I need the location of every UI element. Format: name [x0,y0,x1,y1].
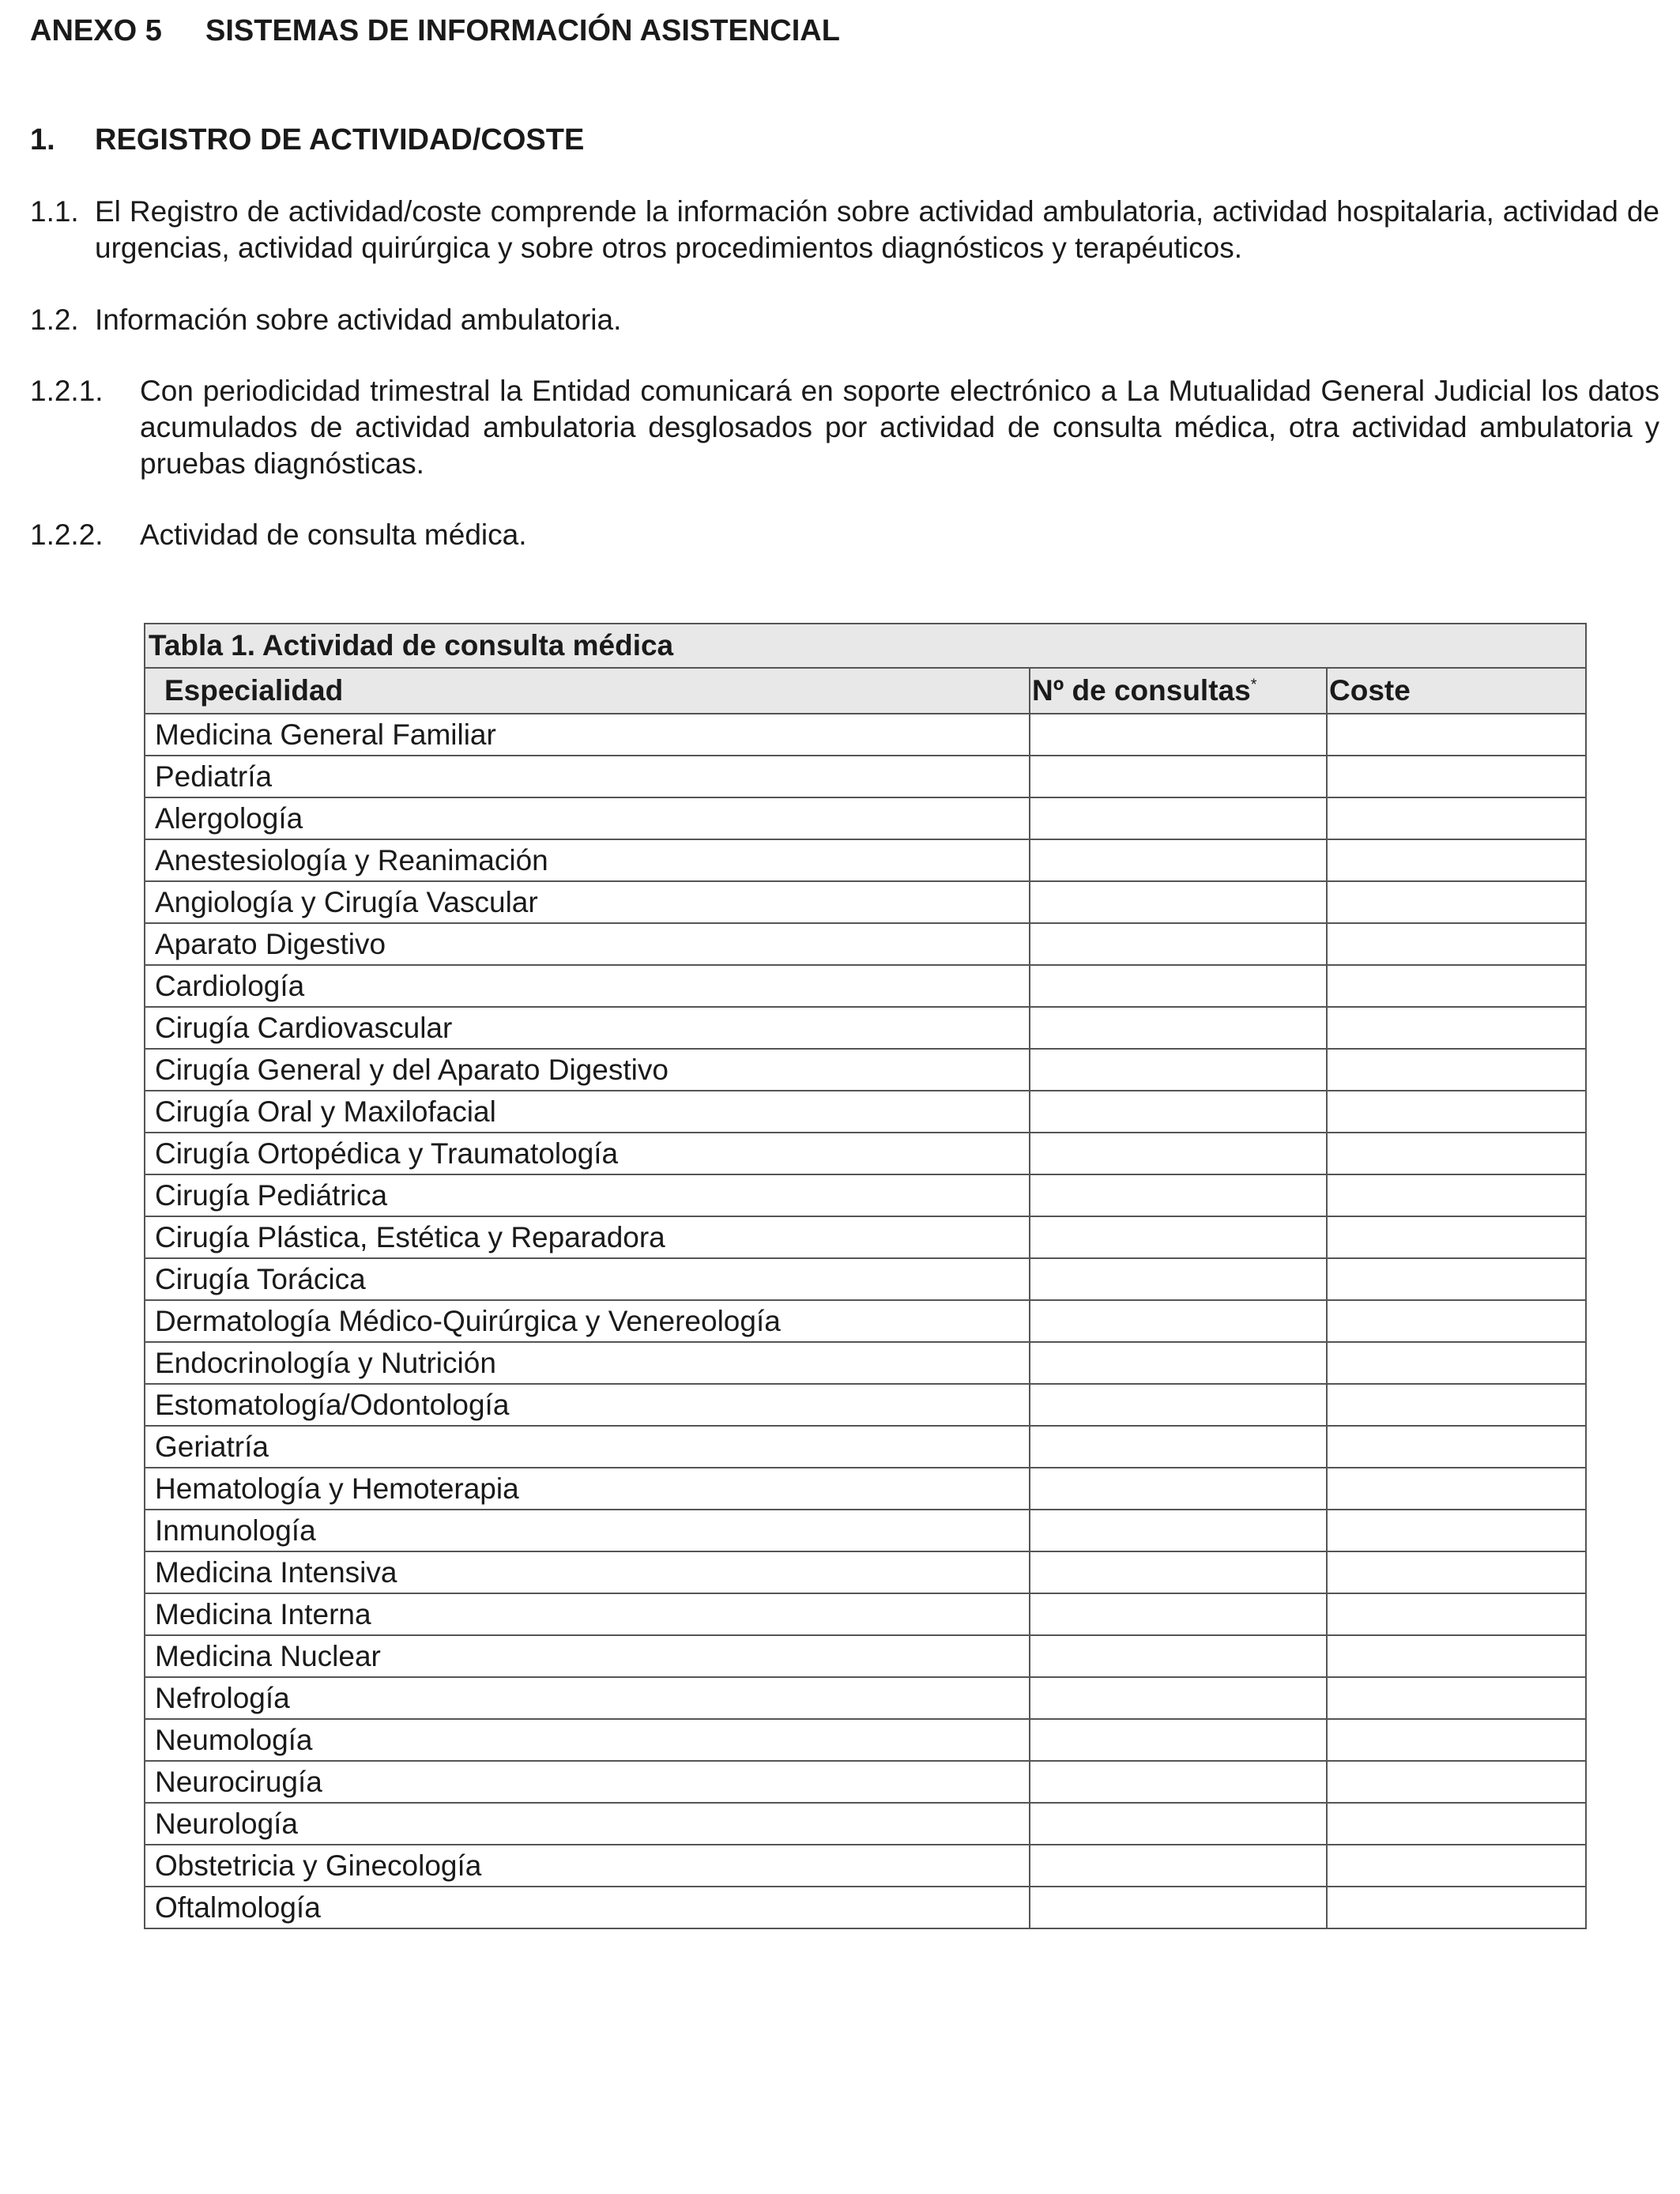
cost-cell [1327,839,1586,881]
cost-cell [1327,1216,1586,1258]
consultations-cell [1030,797,1327,839]
specialty-cell: Cirugía Plástica, Estética y Reparadora [145,1216,1030,1258]
paragraph-number: 1.1. [30,195,79,228]
header-specialty: Especialidad [145,668,1030,714]
table-row [145,881,1586,923]
specialty-cell: Medicina Nuclear [145,1635,1030,1677]
table-row [145,1635,1586,1677]
table-row [145,1677,1586,1719]
consultations-cell [1030,714,1327,756]
specialty-cell: Dermatología Médico-Quirúrgica y Venereología [145,1300,1030,1342]
paragraph-1-2 [30,302,1659,338]
table-header-row [145,668,1586,714]
footnote-marker: * [1250,676,1257,694]
cost-cell [1327,1468,1586,1510]
specialty-cell: Anestesiología y Reanimación [145,839,1030,881]
consultations-cell [1030,1593,1327,1635]
table-row [145,1761,1586,1803]
section-title: REGISTRO DE ACTIVIDAD/COSTE [95,123,585,156]
table-row [145,1426,1586,1468]
consultations-cell [1030,1845,1327,1887]
cost-cell [1327,1300,1586,1342]
header-cost: Coste [1327,668,1586,714]
specialty-cell: Medicina Intensiva [145,1551,1030,1593]
table-row [145,1719,1586,1761]
annex-title: SISTEMAS DE INFORMACIÓN ASISTENCIAL [205,14,840,47]
paragraph-number: 1.2. [30,303,79,336]
cost-cell [1327,1803,1586,1845]
cost-cell [1327,1593,1586,1635]
table-row [145,1300,1586,1342]
table-row [145,1174,1586,1216]
specialty-cell: Cirugía Ortopédica y Traumatología [145,1133,1030,1174]
consultations-cell [1030,756,1327,797]
cost-cell [1327,1174,1586,1216]
consultations-cell [1030,1174,1327,1216]
annex-number: ANEXO 5 [30,14,162,47]
specialty-cell: Neurocirugía [145,1761,1030,1803]
consultations-cell [1030,1216,1327,1258]
consultations-cell [1030,1342,1327,1384]
table-row [145,923,1586,965]
consultations-cell [1030,1049,1327,1091]
header-consultations-label: Nº de consultas [1032,674,1251,707]
cost-cell [1327,1887,1586,1928]
table-row [145,1887,1586,1928]
table-row [145,1468,1586,1510]
specialty-cell: Hematología y Hemoterapia [145,1468,1030,1510]
paragraph-text: Con periodicidad trimestral la Entidad comunicará en soporte electrónico a La Mutualidad General Judicial los datos acumulados de actividad ambulatoria desglosados por actividad de consulta médica, otra actividad ambulatoria y pruebas diagnósticas. [140,375,1659,480]
table-row [145,1049,1586,1091]
specialty-cell: Obstetricia y Ginecología [145,1845,1030,1887]
paragraph-text: El Registro de actividad/coste comprende la información sobre actividad ambulatoria, actividad hospitalaria, actividad de urgencias, actividad quirúrgica y sobre otros procedimientos diagnósticos y terapéuticos. [95,195,1659,264]
paragraph-1-2-1 [30,373,1659,482]
cost-cell [1327,1510,1586,1551]
consultations-cell [1030,1133,1327,1174]
specialty-cell: Neurología [145,1803,1030,1845]
paragraph-1-1 [30,194,1659,266]
consultations-cell [1030,1635,1327,1677]
cost-cell [1327,1091,1586,1133]
paragraph-number: 1.2.1. [30,375,104,407]
specialty-cell: Inmunología [145,1510,1030,1551]
specialty-cell: Pediatría [145,756,1030,797]
consultations-cell [1030,1007,1327,1049]
cost-cell [1327,1049,1586,1091]
specialty-cell: Cirugía General y del Aparato Digestivo [145,1049,1030,1091]
specialty-cell: Neumología [145,1719,1030,1761]
table-body [145,714,1586,1928]
consultations-cell [1030,965,1327,1007]
table-row [145,1091,1586,1133]
table-caption-row [145,624,1586,668]
specialty-cell: Endocrinología y Nutrición [145,1342,1030,1384]
cost-cell [1327,1761,1586,1803]
table-row [145,1845,1586,1887]
paragraph-1-2-2 [30,517,1659,553]
cost-cell [1327,1133,1586,1174]
consultations-cell [1030,923,1327,965]
table-row [145,1551,1586,1593]
specialty-cell: Medicina Interna [145,1593,1030,1635]
cost-cell [1327,1551,1586,1593]
consultations-cell [1030,1510,1327,1551]
consultations-cell [1030,881,1327,923]
cost-cell [1327,1426,1586,1468]
consultation-activity-table [144,623,1587,1929]
table-row [145,839,1586,881]
cost-cell [1327,756,1586,797]
cost-cell [1327,965,1586,1007]
specialty-cell: Cardiología [145,965,1030,1007]
specialty-cell: Cirugía Oral y Maxilofacial [145,1091,1030,1133]
consultations-cell [1030,1468,1327,1510]
cost-cell [1327,797,1586,839]
table-row [145,1258,1586,1300]
section-number: 1. [30,123,55,156]
consultations-cell [1030,1551,1327,1593]
cost-cell [1327,1677,1586,1719]
consultations-cell [1030,1677,1327,1719]
specialty-cell: Alergología [145,797,1030,839]
cost-cell [1327,1384,1586,1426]
header-consultations [1030,668,1327,714]
table-row [145,1803,1586,1845]
cost-cell [1327,1845,1586,1887]
table-row [145,965,1586,1007]
cost-cell [1327,714,1586,756]
specialty-cell: Nefrología [145,1677,1030,1719]
paragraph-number: 1.2.2. [30,518,104,551]
table-row [145,1593,1586,1635]
specialty-cell: Geriatría [145,1426,1030,1468]
cost-cell [1327,1258,1586,1300]
specialty-cell: Cirugía Cardiovascular [145,1007,1030,1049]
paragraph-text: Información sobre actividad ambulatoria. [95,303,622,336]
consultations-cell [1030,1719,1327,1761]
consultations-cell [1030,1803,1327,1845]
specialty-cell: Oftalmología [145,1887,1030,1928]
table-row [145,1007,1586,1049]
table-row [145,797,1586,839]
consultations-cell [1030,1384,1327,1426]
annex-heading [30,14,840,48]
consultations-cell [1030,1761,1327,1803]
consultations-cell [1030,1258,1327,1300]
cost-cell [1327,1719,1586,1761]
paragraph-text: Actividad de consulta médica. [140,518,527,551]
consultations-cell [1030,1426,1327,1468]
section-heading [30,123,584,157]
table-row [145,756,1586,797]
specialty-cell: Aparato Digestivo [145,923,1030,965]
cost-cell [1327,1007,1586,1049]
cost-cell [1327,923,1586,965]
consultations-cell [1030,1300,1327,1342]
specialty-cell: Estomatología/Odontología [145,1384,1030,1426]
table-row [145,1216,1586,1258]
cost-cell [1327,1342,1586,1384]
specialty-cell: Cirugía Torácica [145,1258,1030,1300]
consultations-cell [1030,1887,1327,1928]
cost-cell [1327,1635,1586,1677]
specialty-cell: Cirugía Pediátrica [145,1174,1030,1216]
specialty-cell: Medicina General Familiar [145,714,1030,756]
consultations-cell [1030,1091,1327,1133]
table-row [145,1133,1586,1174]
table-row [145,1342,1586,1384]
table-row [145,714,1586,756]
table-row [145,1384,1586,1426]
specialty-cell: Angiología y Cirugía Vascular [145,881,1030,923]
table-row [145,1510,1586,1551]
cost-cell [1327,881,1586,923]
table-caption: Tabla 1. Actividad de consulta médica [145,624,1586,668]
consultations-cell [1030,839,1327,881]
